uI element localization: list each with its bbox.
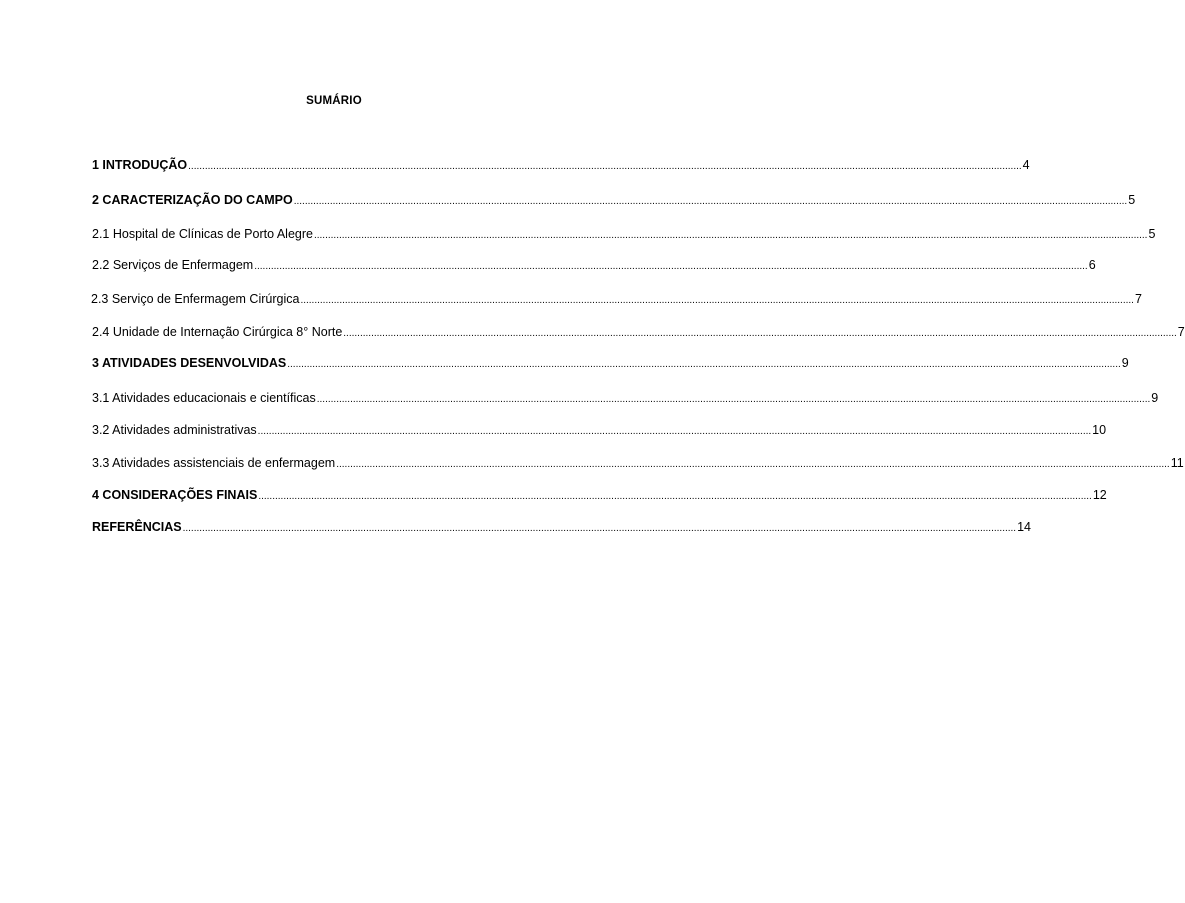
toc-entry-label: 3 ATIVIDADES DESENVOLVIDAS: [92, 356, 287, 370]
toc-entry[interactable]: [92, 422, 1107, 440]
page-title: SUMÁRIO: [306, 95, 362, 107]
toc-entry-page: 14: [1017, 520, 1031, 534]
toc-entry-label: REFERÊNCIAS: [92, 520, 182, 534]
toc-dot-leader: ............................................................................................................................................................................................................................................................................................................: [258, 491, 1092, 502]
toc-entry[interactable]: [92, 257, 1096, 275]
toc-entry-label: 3.3 Atividades assistenciais de enfermagem: [92, 456, 336, 470]
toc-entry-label: 3.2 Atividades administrativas: [92, 423, 257, 437]
toc-entry-page: 12: [1092, 488, 1107, 502]
toc-entry-label: 3.1 Atividades educacionais e científicas: [92, 391, 316, 405]
toc-entry[interactable]: [92, 519, 1031, 537]
toc-entry[interactable]: [92, 455, 1184, 473]
toc-entry-page: 9: [1151, 391, 1159, 405]
toc-entry-page: 5: [1128, 193, 1136, 207]
toc-dot-leader: ............................................................................................................................................................................................................................................................................................................: [257, 426, 1092, 437]
toc-entry[interactable]: [92, 355, 1129, 373]
toc-dot-leader: ............................................................................................................................................................................................................................................................................................................: [336, 459, 1170, 470]
toc-entry-page: 11: [1170, 456, 1184, 470]
toc-entry-label: 2.3 Serviço de Enfermagem Cirúrgica: [91, 292, 300, 306]
toc-entry-page: 4: [1022, 158, 1030, 172]
toc-entry-label: 2.2 Serviços de Enfermagem: [92, 258, 254, 272]
toc-dot-leader: ............................................................................................................................................................................................................................................................................................................: [254, 261, 1088, 272]
toc-entry[interactable]: [92, 390, 1159, 408]
toc-dot-leader: ............................................................................................................................................................................................................................................................................................................: [188, 161, 1022, 172]
toc-entry[interactable]: [92, 487, 1107, 505]
toc-entry-label: 2.4 Unidade de Internação Cirúrgica 8° Norte: [92, 325, 343, 339]
toc-entry-label: 4 CONSIDERAÇÕES FINAIS: [92, 488, 258, 502]
toc-dot-leader: ............................................................................................................................................................................................................................................................................................................: [343, 328, 1177, 339]
toc-entry-label: 2 CARACTERIZAÇÃO DO CAMPO: [92, 193, 293, 207]
toc-entry-page: 5: [1148, 227, 1156, 241]
toc-entry-page: 10: [1092, 423, 1107, 437]
toc-dot-leader: ............................................................................................................................................................................................................................................................................................................: [313, 230, 1148, 241]
toc-entry[interactable]: [91, 291, 1142, 309]
toc-entry-page: 9: [1121, 356, 1129, 370]
toc-entry[interactable]: [92, 157, 1030, 175]
toc-dot-leader: ............................................................................................................................................................................................................................................................................................................: [300, 295, 1134, 306]
toc-dot-leader: ............................................................................................................................................................................................................................................................................................................: [182, 523, 1017, 534]
toc-entry-label: 1 INTRODUÇÃO: [92, 158, 188, 172]
toc-dot-leader: ............................................................................................................................................................................................................................................................................................................: [287, 359, 1121, 370]
toc-entry[interactable]: [92, 192, 1136, 210]
toc-entry-page: 7: [1177, 325, 1185, 339]
toc-dot-leader: ............................................................................................................................................................................................................................................................................................................: [293, 196, 1128, 207]
toc-entry[interactable]: [92, 226, 1156, 244]
toc-dot-leader: ............................................................................................................................................................................................................................................................................................................: [316, 394, 1151, 405]
toc-entry-page: 7: [1134, 292, 1142, 306]
toc-entry[interactable]: [92, 324, 1185, 342]
toc-entry-label: 2.1 Hospital de Clínicas de Porto Alegre: [92, 227, 313, 241]
toc-entry-page: 6: [1088, 258, 1096, 272]
